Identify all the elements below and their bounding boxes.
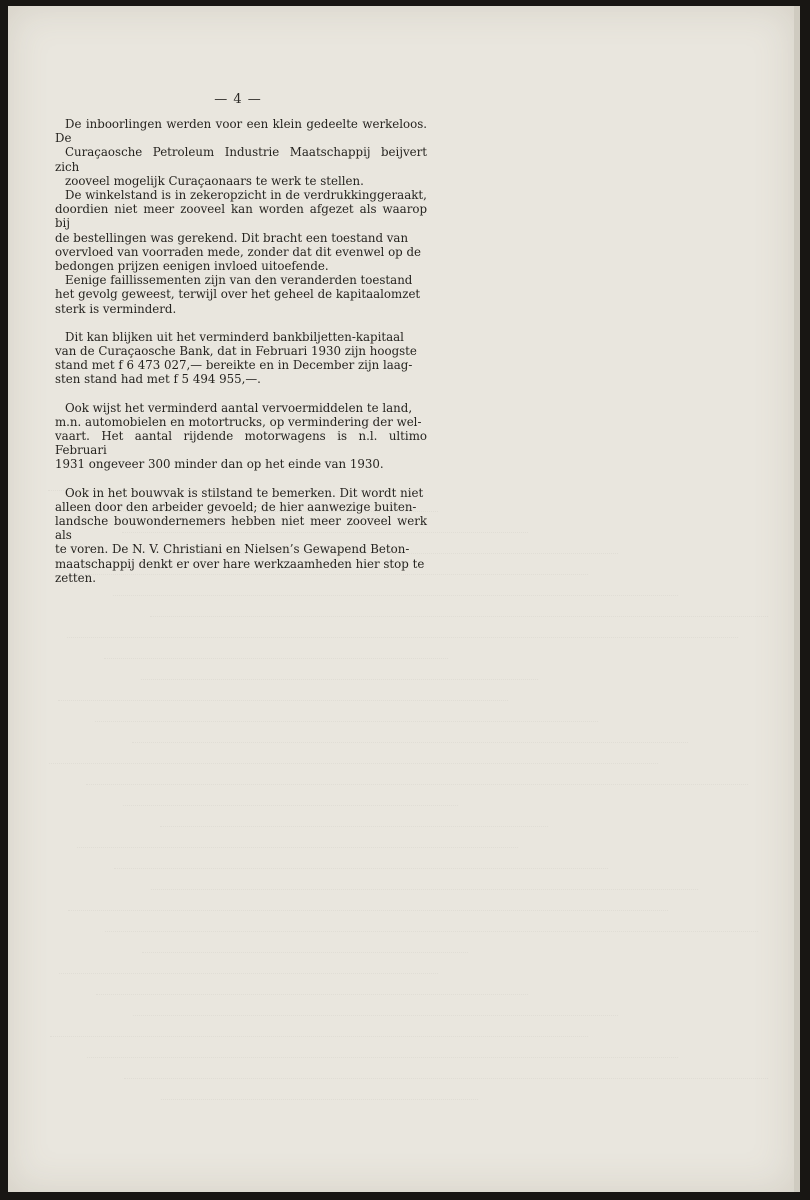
bleed-line <box>142 938 468 953</box>
text-line: sterk is verminderd. <box>55 301 177 316</box>
bleed-line <box>76 560 588 575</box>
text-line: landsche bouwondernemers hebben niet meer zooveel werk als <box>55 514 427 543</box>
bleed-line <box>86 770 748 785</box>
bleed-line <box>95 707 598 722</box>
bleed-line <box>123 791 458 806</box>
bleed-line <box>161 1085 478 1100</box>
text-line: de bestellingen was gerekend. Dit bracht een toestand van <box>55 230 409 245</box>
bleed-line <box>87 1043 678 1058</box>
text-line: doordien niet meer zooveel kan worden afgezet als waarop bij <box>55 202 427 231</box>
bleed-line <box>85 497 438 512</box>
bleed-line <box>114 854 608 869</box>
paragraph-4 <box>55 330 427 387</box>
text-line: Curaçaosche Petroleum Industrie Maatschappij beijvert zich <box>55 145 427 174</box>
bleed-line <box>67 623 738 638</box>
text-line: zooveel mogelijk Curaçaonaars te werk te stellen. <box>65 173 364 188</box>
bleed-line <box>48 476 348 491</box>
text-line: Dit kan blijken uit het verminderd bankbiljetten-kapitaal <box>65 329 404 344</box>
paragraph-1 <box>55 117 427 188</box>
paragraph-5 <box>55 401 427 472</box>
bleed-line <box>124 1064 768 1079</box>
bleed-line <box>59 959 438 974</box>
text-line: zetten. <box>55 570 97 585</box>
reverse-side-bleed-through <box>48 476 768 1116</box>
text-line: Eenige faillissementen zijn van den veranderden toestand <box>65 273 413 288</box>
text-line: overvloed van voorraden mede, zonder dat dit evenwel op de <box>55 244 422 259</box>
bleed-line <box>77 833 518 848</box>
text-line: sten stand had met f 5 494 955,—. <box>55 372 261 387</box>
page-number: — 4 — <box>214 92 262 107</box>
bleed-line <box>49 749 658 764</box>
page-edge <box>794 6 800 1192</box>
text-line: te voren. De N. V. Christiani en Nielsen’s Gewapend Beton- <box>55 542 410 557</box>
text-line: van de Curaçaosche Bank, dat in Februari 1930 zijn hoogste <box>55 344 417 359</box>
text-line: m.n. automobielen en motortrucks, op vermindering der wel- <box>55 414 422 429</box>
text-line: De inboorlingen werden voor een klein gedeelte werkeloos. De <box>55 117 427 146</box>
text-line: 1931 ongeveer 300 minder dan op het einde van 1930. <box>55 457 384 472</box>
bleed-line <box>151 875 698 890</box>
text-line: Ook wijst het verminderd aantal vervoermiddelen te land, <box>65 400 413 415</box>
text-line: alleen door den arbeider gevoeld; de hier aanwezige buiten- <box>55 499 417 514</box>
paragraph-2 <box>55 188 427 273</box>
bleed-line <box>50 1022 588 1037</box>
text-line: vaart. Het aantal rijdende motorwagens is n.l. ultimo Februari <box>55 429 427 458</box>
text-line: maatschappij denkt er over hare werkzaamheden hier stop te <box>55 556 425 571</box>
bleed-line <box>96 980 528 995</box>
text-line: stand met f 6 473 027,— bereikte en in December zijn laag- <box>55 358 413 373</box>
bleed-line <box>141 665 538 680</box>
text-line: het gevolg geweest, terwijl over het geheel de kapitaalomzet <box>55 287 421 302</box>
bleed-line <box>133 1001 618 1016</box>
bleed-line <box>113 581 678 596</box>
bleed-line <box>68 896 668 911</box>
bleed-line <box>132 728 688 743</box>
text-line: De winkelstand is in zekeropzicht in de verdrukkinggeraakt, <box>65 188 427 203</box>
bleed-line <box>150 602 768 617</box>
document-page <box>8 6 794 1192</box>
text-line: bedongen prijzen eenigen invloed uitoefende. <box>55 259 329 274</box>
bleed-line <box>160 812 548 827</box>
bleed-line <box>105 917 758 932</box>
bleed-line <box>104 644 448 659</box>
paragraph-3 <box>55 273 427 316</box>
bleed-line <box>159 539 618 554</box>
bleed-line <box>122 518 528 533</box>
bleed-line <box>58 686 508 701</box>
text-line: Ook in het bouwvak is stilstand te bemerken. Dit wordt niet <box>65 485 424 500</box>
